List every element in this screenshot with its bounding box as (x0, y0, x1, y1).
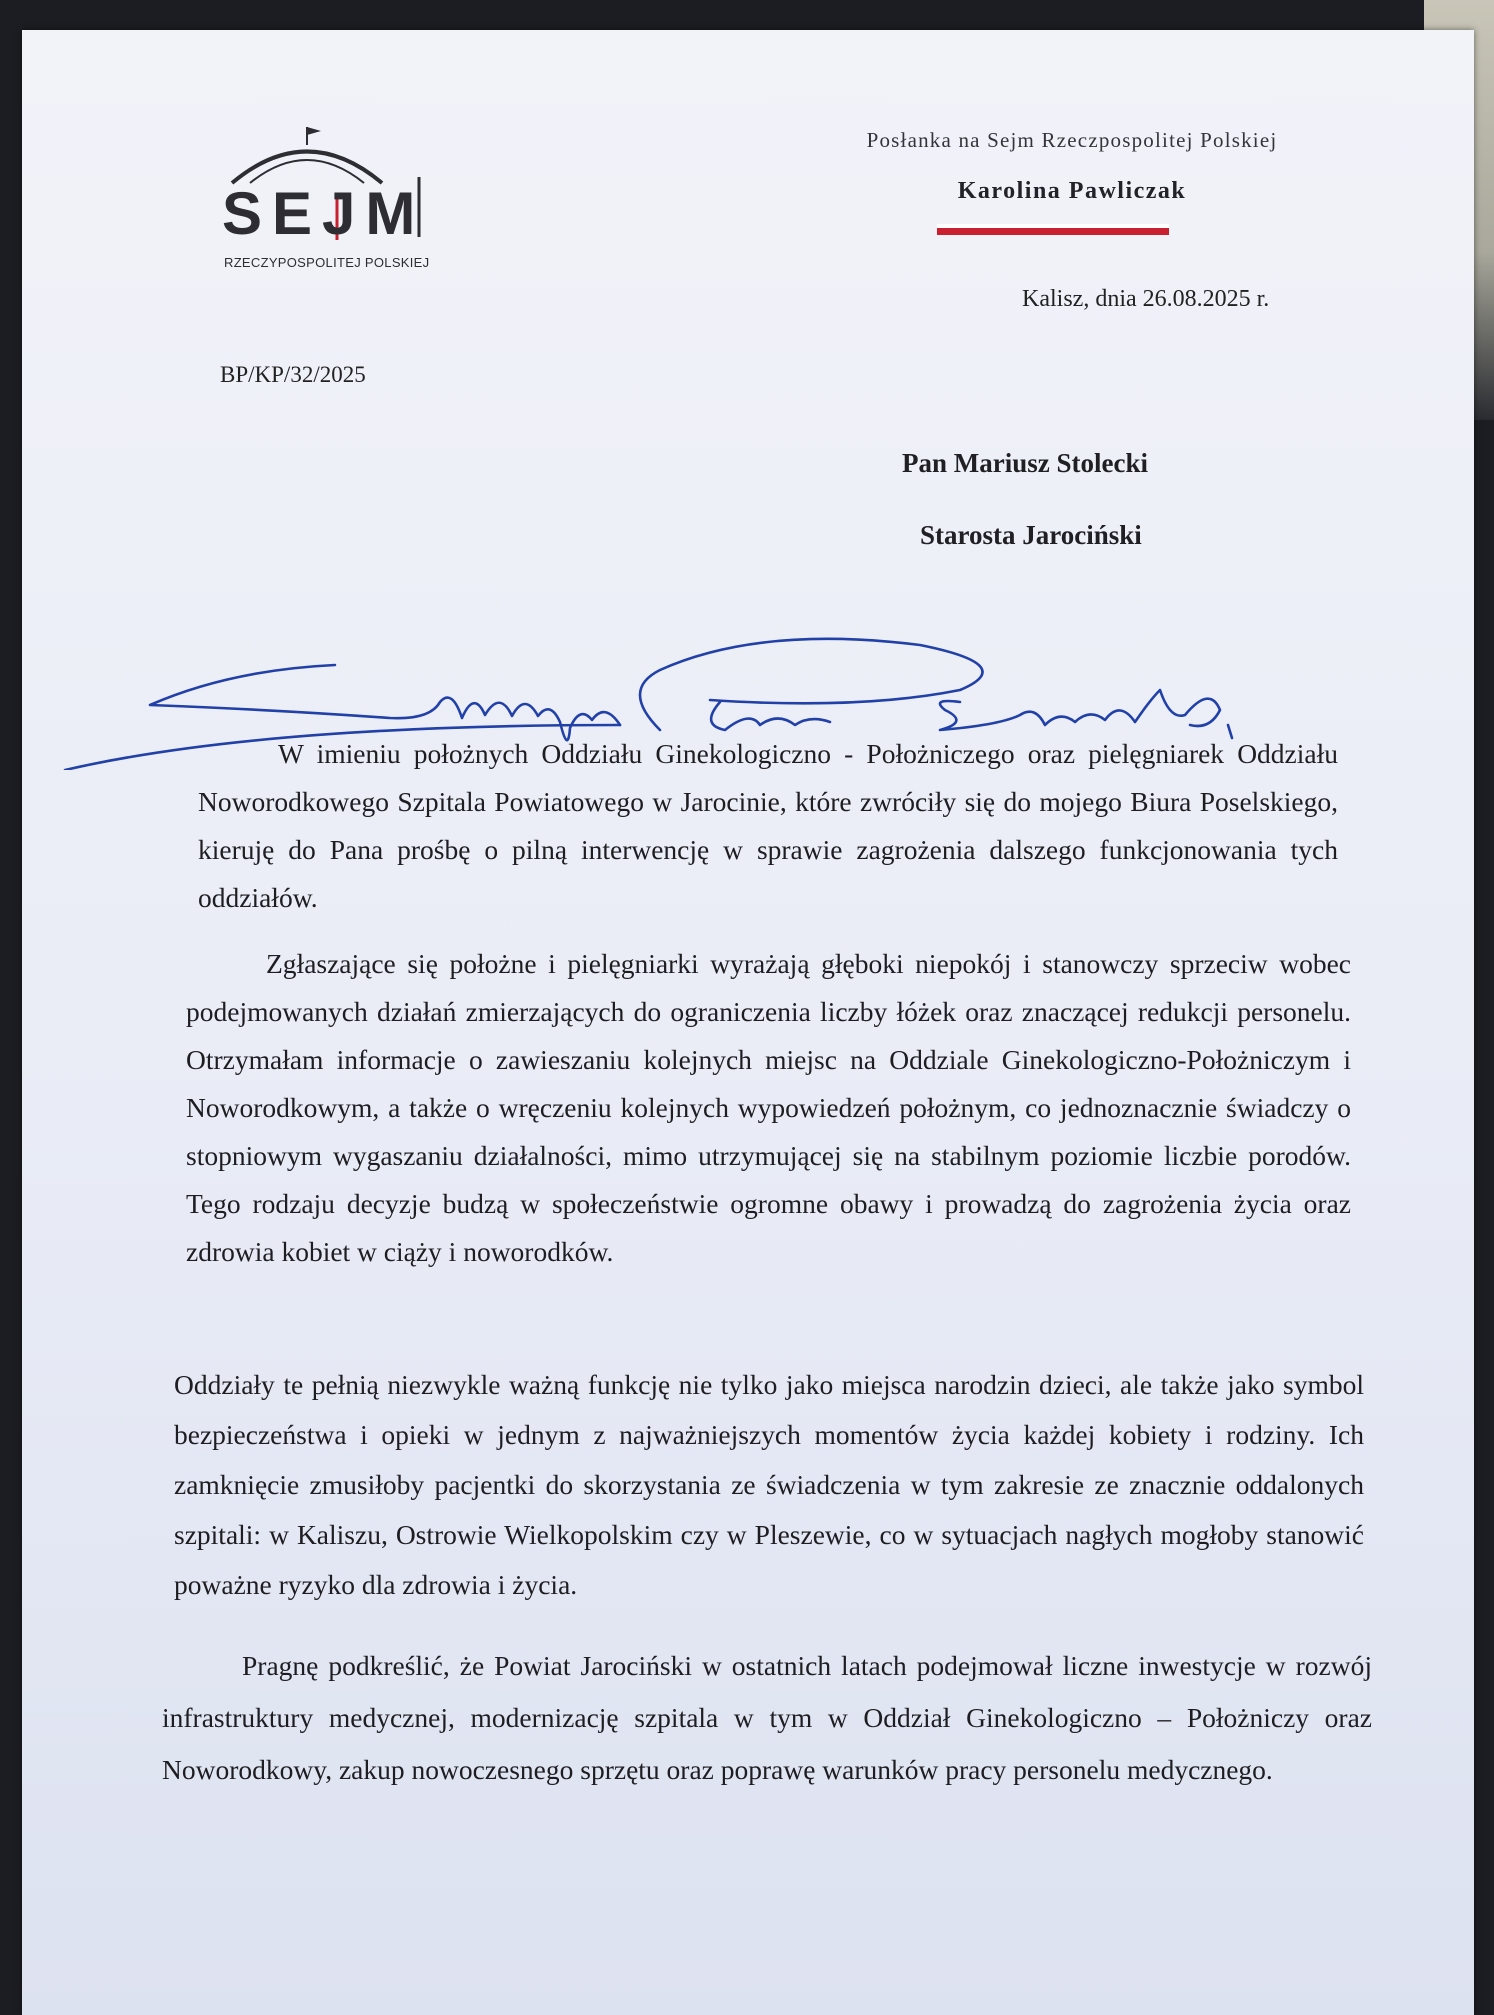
logo-subtitle: RZECZYPOSPOLITEJ POLSKIEJ (224, 255, 430, 270)
paragraph-3: Oddziały te pełnią niezwykle ważną funkcję nie tylko jako miejsca narodzin dzieci, ale także jako symbol bezpieczeństwa i opieki w jednym z najważniejszych momentów życia każdej kobiety i rodziny. Ich zamknięcie zmusiłoby pacjentki do skorzystania ze świadczenia w tym zakresie ze znacznie oddalonych szpitali: w Kaliszu, Ostrowie Wielkopolskim czy w Pleszewie, co w sytuacjach nagłych mogłoby stanowić poważne ryzyko dla zdrowia i życia. (174, 1369, 1364, 1600)
mp-title: Posłanka na Sejm Rzeczpospolitej Polskiej (866, 128, 1278, 152)
paragraph-2: Zgłaszające się położne i pielęgniarki wyrażają głęboki niepokój i stanowczy sprzeciw wobec podejmowanych działań zmierzających do ograniczenia liczby łóżek oraz znaczącej redukcji personelu. Otrzymałam informacje o zawieszaniu kolejnych miejsc na Oddziale Ginekologiczno-Położniczym i Noworodkowym, a także o wręczeniu kolejnych wypowiedzeń położnym, co jednoznacznie świadczy o stopniowym wygaszaniu działalności, mimo utrzymującej się na stabilnym poziomie liczbie porodów. Tego rodzaju decyzje budzą w społeczeństwie ogromne obawy i prowadzą do zagrożenia życia oraz zdrowia kobiet w ciąży i noworodków. (186, 948, 1351, 1267)
letter-page (22, 30, 1474, 2015)
addressee-name: Pan Mariusz Stolecki (902, 448, 1148, 478)
paragraph-4: Pragnę podkreślić, że Powiat Jarociński w ostatnich latach podejmował liczne inwestycje w rozwój infrastruktury medycznej, modernizację szpitala w tym w Oddział Ginekologiczno – Położniczy oraz Noworodkowy, zakup nowoczesnego sprzętu oraz poprawę warunków pracy personelu medycznego. (162, 1650, 1372, 1785)
logo-wordmark: SEJM (222, 180, 426, 247)
polish-flag-stripe (937, 224, 1169, 236)
sejm-logo (212, 125, 432, 275)
addressee-title: Starosta Jarociński (920, 520, 1142, 550)
date-line: Kalisz, dnia 26.08.2025 r. (1022, 286, 1270, 312)
reference-number: BP/KP/32/2025 (220, 362, 366, 387)
paragraph-1: W imieniu położnych Oddziału Ginekologiczno - Położniczego oraz pielęgniarek Oddziału Noworodkowego Szpitala Powiatowego w Jarocinie, które zwróciły się do mojego Biura Poselskiego, kieruję do Pana prośbę o pilną interwencję w sprawie zagrożenia dalszego funkcjonowania tych oddziałów. (198, 738, 1338, 913)
mp-name: Karolina Pawliczak (957, 178, 1187, 204)
